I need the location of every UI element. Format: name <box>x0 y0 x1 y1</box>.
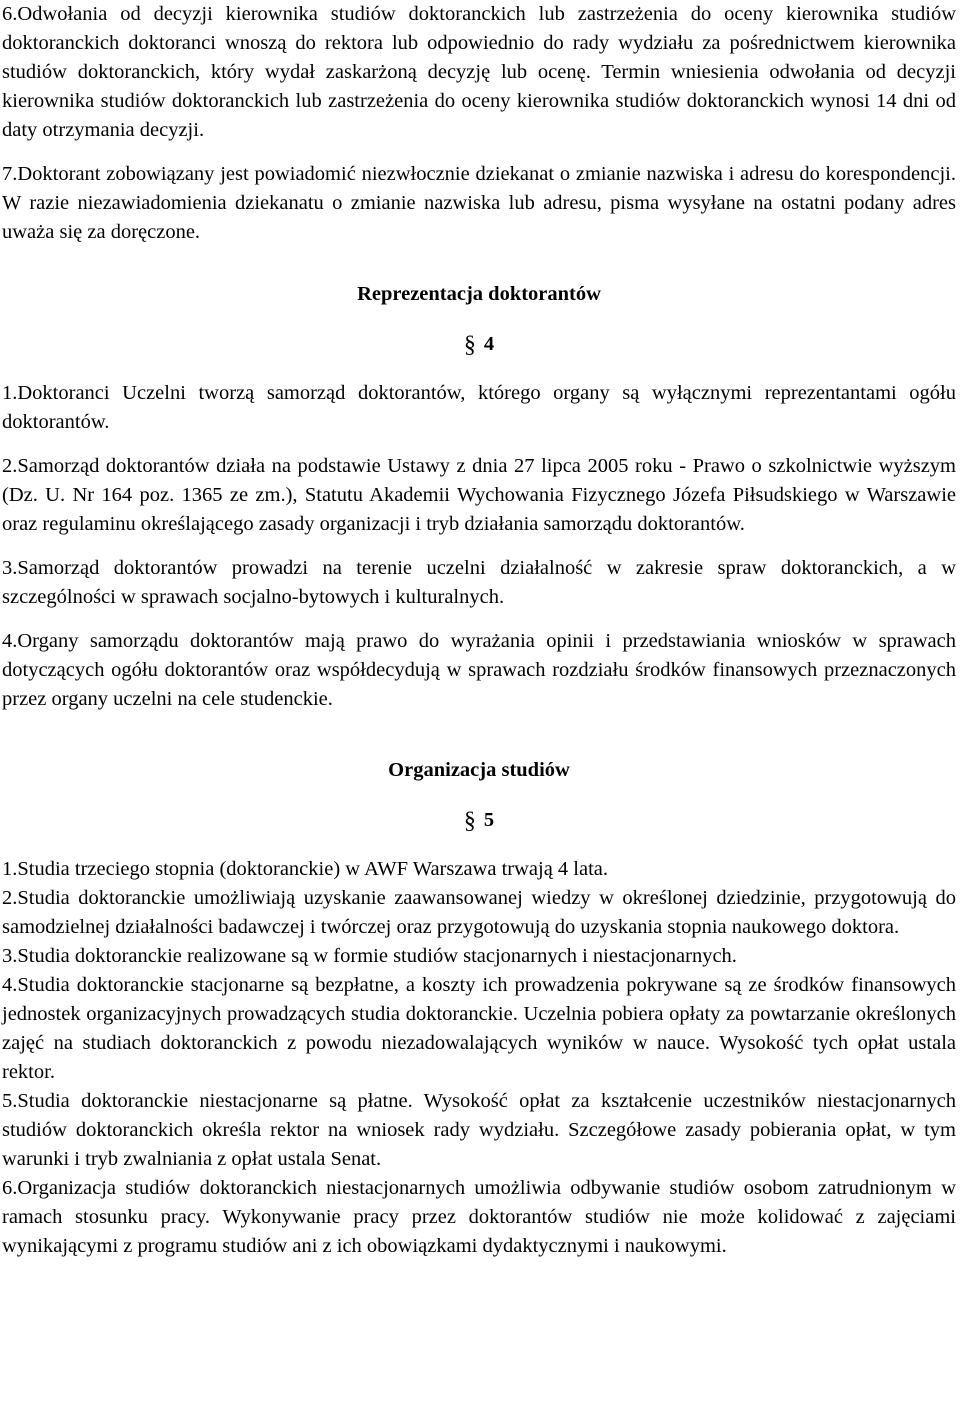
s4-paragraph-1: 1.Doktoranci Uczelni tworzą samorząd doktorantów, którego organy są wyłącznymi reprezentantami ogółu doktorantów. <box>2 382 956 433</box>
section-heading-organization: Organizacja studiów <box>388 759 570 781</box>
s5-paragraph-5: 5.Studia doktoranckie niestacjonarne są płatne. Wysokość opłat za kształcenie uczestników niestacjonarnych studiów doktoranckich określa rektor na wniosek rady wydziału. Szczegółowe zasady pobierania opłat, w tym warunki i tryb zwalniania z opłat ustala Senat. <box>2 1090 956 1170</box>
paragraph-6: 6.Odwołania od decyzji kierownika studiów doktoranckich lub zastrzeżenia do oceny kierownika studiów doktoranckich doktoranci wnoszą do rektora lub odpowiednio do rady wydziału za pośrednictwem kierownika studiów doktoranckich, który wydał zaskarżoną decyzję lub ocenę. Termin wniesienia odwołania od decyzji kierownika studiów doktoranckich lub zastrzeżenia do oceny kierownika studiów doktoranckich wynosi 14 dni od daty otrzymania decyzji. <box>2 3 956 141</box>
section-number-4 <box>2 330 956 360</box>
s5-paragraph-3: 3.Studia doktoranckie realizowane są w formie studiów stacjonarnych i niestacjonarnych. <box>2 945 737 967</box>
section-number: 5 <box>483 809 495 831</box>
section-symbol: § <box>463 332 476 358</box>
s5-paragraph-4: 4.Studia doktoranckie stacjonarne są bezpłatne, a koszty ich prowadzenia pokrywane są ze środków finansowych jednostek organizacyjnych prowadzących studia doktoranckie. Uczelnia pobiera opłaty za powtarzanie określonych zajęć na studiach doktoranckich z powodu niezadowalających wyników w nauce. Wysokość tych opłat ustala rektor. <box>2 974 956 1083</box>
s5-paragraph-2: 2.Studia doktoranckie umożliwiają uzyskanie zaawansowanej wiedzy w określonej dziedzinie, przygotowują do samodzielnej działalności badawczej i twórczej oraz przygotowują do uzyskania stopnia naukowego doktora. <box>2 887 956 938</box>
s4-paragraph-4: 4.Organy samorządu doktorantów mają prawo do wyrażania opinii i przedstawiania wniosków w sprawach dotyczących ogółu doktorantów oraz współdecydują w sprawach rozdziału środków finansowych przeznaczonych przez organy uczelni na cele studenckie. <box>2 630 956 710</box>
section-number: 4 <box>483 333 495 355</box>
s5-paragraph-6: 6.Organizacja studiów doktoranckich niestacjonarnych umożliwia odbywanie studiów osobom zatrudnionym w ramach stosunku pracy. Wykonywanie pracy przez doktorantów studiów nie może kolidować z zajęciami wynikającymi z programu studiów ani z ich obowiązkami dydaktycznymi i naukowymi. <box>2 1177 956 1257</box>
section-symbol: § <box>463 808 476 834</box>
s4-paragraph-2: 2.Samorząd doktorantów działa na podstawie Ustawy z dnia 27 lipca 2005 roku - Prawo o szkolnictwie wyższym (Dz. U. Nr 164 poz. 1365 ze zm.), Statutu Akademii Wychowania Fizycznego Józefa Piłsudskiego w Warszawie oraz regulaminu określającego zasady organizacji i tryb działania samorządu doktorantów. <box>2 455 956 535</box>
section-number-5 <box>2 806 956 836</box>
s4-paragraph-3: 3.Samorząd doktorantów prowadzi na terenie uczelni działalność w zakresie spraw doktoranckich, a w szczególności w sprawach socjalno-bytowych i kulturalnych. <box>2 557 956 608</box>
section-heading-representation: Reprezentacja doktorantów <box>357 283 601 305</box>
paragraph-7: 7.Doktorant zobowiązany jest powiadomić niezwłocznie dziekanat o zmianie nazwiska i adresu do korespondencji. W razie niezawiadomienia dziekanatu o zmianie nazwiska lub adresu, pisma wysyłane na ostatni podany adres uważa się za doręczone. <box>2 163 956 243</box>
s5-paragraph-1: 1.Studia trzeciego stopnia (doktoranckie) w AWF Warszawa trwają 4 lata. <box>2 858 609 880</box>
